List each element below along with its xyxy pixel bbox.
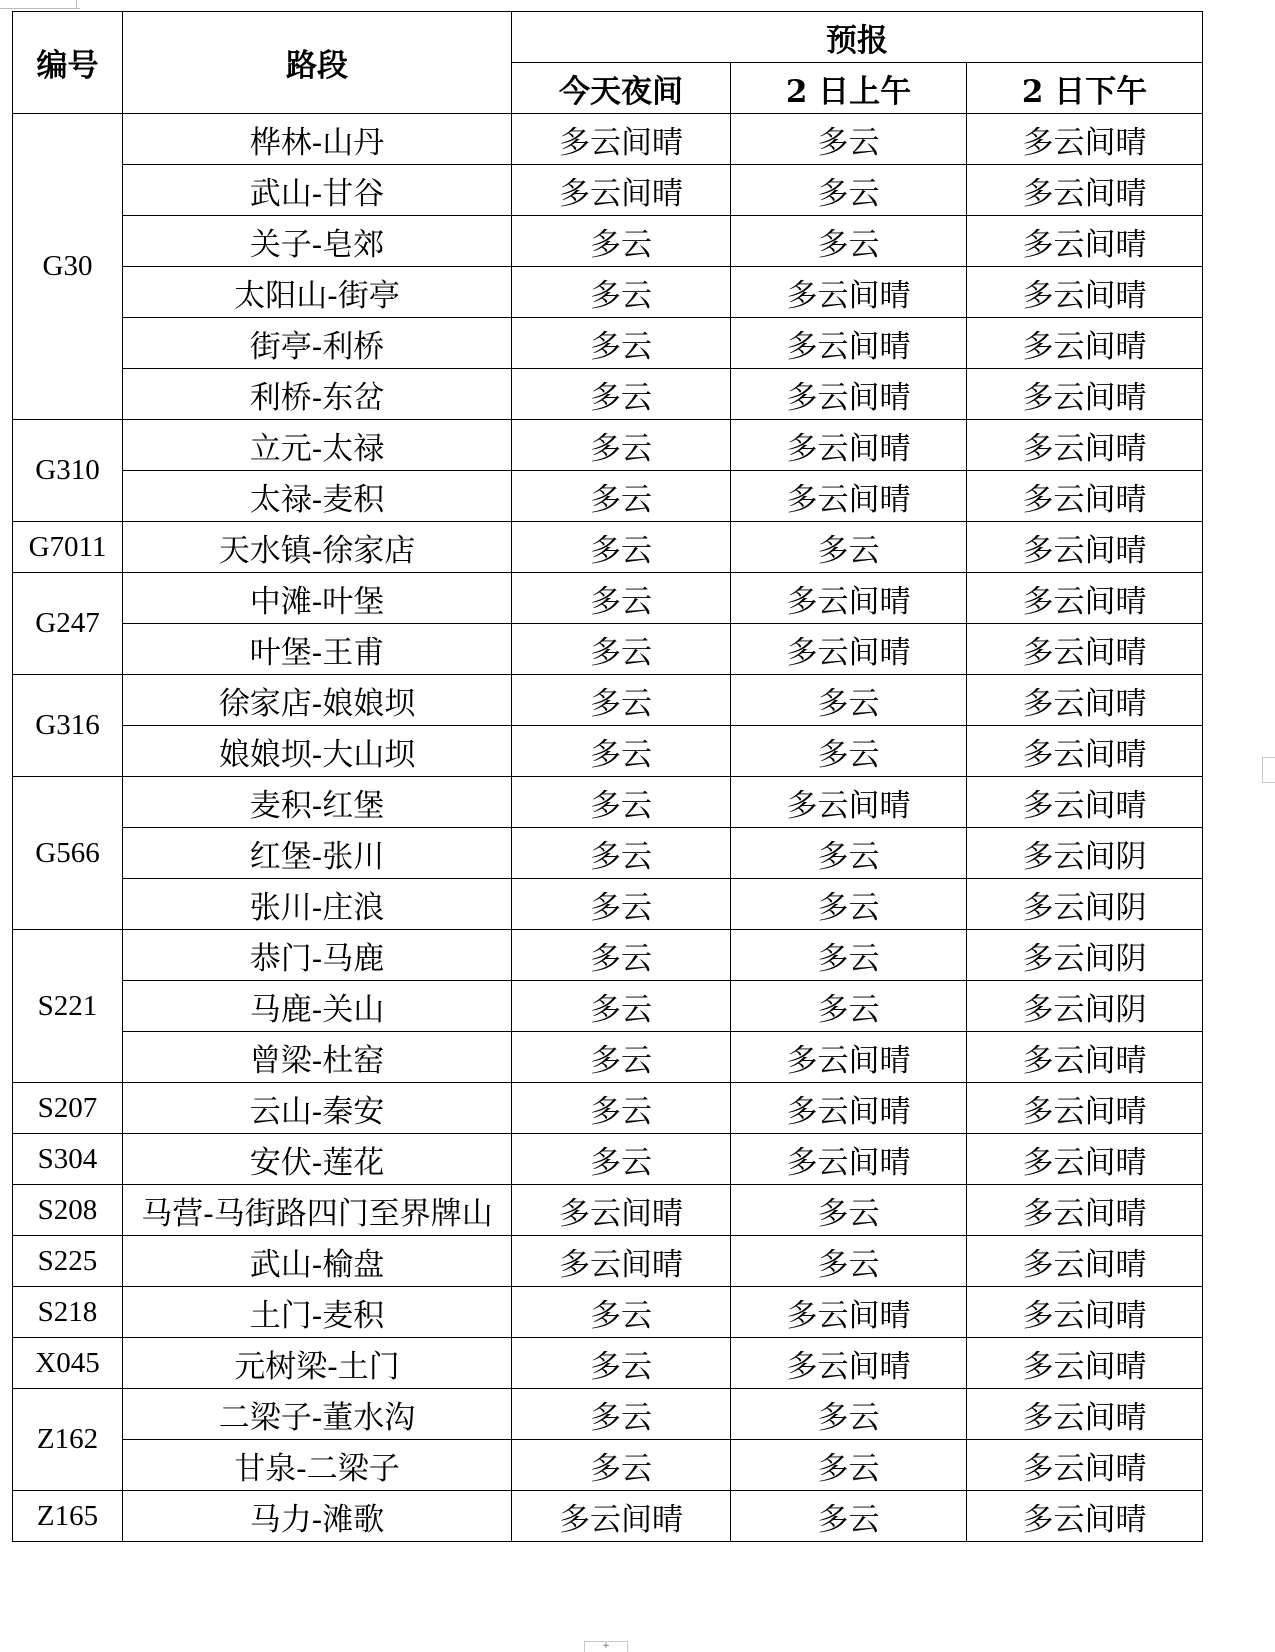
route-code-cell: X045: [13, 1338, 123, 1389]
afternoon-cell: 多云间阴: [967, 828, 1203, 879]
route-code-cell: G310: [13, 420, 123, 522]
segment-cell: 恭门-马鹿: [123, 930, 512, 981]
afternoon-cell: 多云间阴: [967, 981, 1203, 1032]
tonight-cell: 多云: [512, 675, 731, 726]
page-corner-mark: [0, 0, 80, 9]
morning-cell: 多云间晴: [731, 1287, 967, 1338]
morning-cell: 多云间晴: [731, 777, 967, 828]
header-code: 编号: [13, 12, 123, 114]
morning-cell: 多云: [731, 726, 967, 777]
route-code-cell: G247: [13, 573, 123, 675]
morning-cell: 多云间晴: [731, 318, 967, 369]
segment-cell: 立元-太禄: [123, 420, 512, 471]
segment-cell: 张川-庄浪: [123, 879, 512, 930]
header-segment: 路段: [123, 12, 512, 114]
morning-cell: 多云: [731, 1440, 967, 1491]
table-row: [13, 1440, 1203, 1491]
segment-cell: 马营-马街路四门至界牌山: [123, 1185, 512, 1236]
table-row: [13, 1032, 1203, 1083]
tonight-cell: 多云: [512, 1440, 731, 1491]
tonight-cell: 多云: [512, 1389, 731, 1440]
afternoon-cell: 多云间晴: [967, 1287, 1203, 1338]
route-code-cell: G566: [13, 777, 123, 930]
tonight-cell: 多云间晴: [512, 1236, 731, 1287]
morning-cell: 多云: [731, 114, 967, 165]
segment-cell: 二梁子-董水沟: [123, 1389, 512, 1440]
tonight-cell: 多云: [512, 1032, 731, 1083]
afternoon-cell: 多云间晴: [967, 777, 1203, 828]
table-row: [13, 369, 1203, 420]
table-row: [13, 624, 1203, 675]
route-code-cell: G7011: [13, 522, 123, 573]
header-row-1: [13, 12, 1203, 63]
tonight-cell: 多云: [512, 369, 731, 420]
forecast-table-wrapper: [12, 11, 1203, 1542]
tonight-cell: 多云: [512, 777, 731, 828]
morning-cell: 多云: [731, 522, 967, 573]
table-row: [13, 1491, 1203, 1542]
segment-cell: 娘娘坝-大山坝: [123, 726, 512, 777]
table-row: [13, 267, 1203, 318]
segment-cell: 徐家店-娘娘坝: [123, 675, 512, 726]
segment-cell: 元树梁-土门: [123, 1338, 512, 1389]
morning-cell: 多云: [731, 165, 967, 216]
afternoon-cell: 多云间晴: [967, 1032, 1203, 1083]
table-row: [13, 1338, 1203, 1389]
afternoon-cell: 多云间晴: [967, 1491, 1203, 1542]
segment-cell: 关子-皂郊: [123, 216, 512, 267]
morning-cell: 多云间晴: [731, 573, 967, 624]
afternoon-cell: 多云间晴: [967, 471, 1203, 522]
afternoon-cell: 多云间晴: [967, 1236, 1203, 1287]
segment-cell: 马鹿-关山: [123, 981, 512, 1032]
morning-cell: 多云间晴: [731, 1083, 967, 1134]
morning-cell: 多云: [731, 828, 967, 879]
header-afternoon: 2 日下午: [967, 63, 1203, 114]
segment-cell: 中滩-叶堡: [123, 573, 512, 624]
afternoon-cell: 多云间晴: [967, 1440, 1203, 1491]
table-row: [13, 879, 1203, 930]
route-code-cell: S304: [13, 1134, 123, 1185]
table-row: [13, 216, 1203, 267]
afternoon-cell: 多云间晴: [967, 318, 1203, 369]
morning-cell: 多云间晴: [731, 1032, 967, 1083]
header-forecast: 预报: [512, 12, 1203, 63]
table-row: [13, 420, 1203, 471]
afternoon-cell: 多云间阴: [967, 879, 1203, 930]
segment-cell: 太禄-麦积: [123, 471, 512, 522]
segment-cell: 利桥-东岔: [123, 369, 512, 420]
tonight-cell: 多云间晴: [512, 114, 731, 165]
afternoon-cell: 多云间晴: [967, 1083, 1203, 1134]
morning-cell: 多云: [731, 930, 967, 981]
route-code-cell: S208: [13, 1185, 123, 1236]
morning-cell: 多云: [731, 879, 967, 930]
morning-cell: 多云间晴: [731, 1134, 967, 1185]
table-row: [13, 114, 1203, 165]
morning-cell: 多云: [731, 1389, 967, 1440]
segment-cell: 街亭-利桥: [123, 318, 512, 369]
segment-cell: 云山-秦安: [123, 1083, 512, 1134]
afternoon-cell: 多云间晴: [967, 114, 1203, 165]
table-row: [13, 726, 1203, 777]
segment-cell: 太阳山-街亭: [123, 267, 512, 318]
tonight-cell: 多云: [512, 981, 731, 1032]
afternoon-cell: 多云间晴: [967, 267, 1203, 318]
route-code-cell: G30: [13, 114, 123, 420]
page-corner-tick: [76, 0, 77, 8]
table-row: [13, 930, 1203, 981]
afternoon-cell: 多云间晴: [967, 1389, 1203, 1440]
segment-cell: 叶堡-王甫: [123, 624, 512, 675]
afternoon-cell: 多云间晴: [967, 1185, 1203, 1236]
afternoon-cell: 多云间晴: [967, 573, 1203, 624]
tonight-cell: 多云: [512, 522, 731, 573]
route-code-cell: S207: [13, 1083, 123, 1134]
morning-cell: 多云间晴: [731, 471, 967, 522]
table-row: [13, 318, 1203, 369]
tonight-cell: 多云: [512, 267, 731, 318]
table-row: [13, 1236, 1203, 1287]
route-code-cell: G316: [13, 675, 123, 777]
tonight-cell: 多云: [512, 471, 731, 522]
morning-cell: 多云: [731, 675, 967, 726]
segment-cell: 甘泉-二梁子: [123, 1440, 512, 1491]
tonight-cell: 多云: [512, 828, 731, 879]
tonight-cell: 多云: [512, 420, 731, 471]
segment-cell: 武山-甘谷: [123, 165, 512, 216]
table-row: [13, 675, 1203, 726]
route-code-cell: S225: [13, 1236, 123, 1287]
afternoon-cell: 多云间晴: [967, 675, 1203, 726]
afternoon-cell: 多云间晴: [967, 165, 1203, 216]
afternoon-cell: 多云间阴: [967, 930, 1203, 981]
tonight-cell: 多云间晴: [512, 1491, 731, 1542]
segment-cell: 曾梁-杜窑: [123, 1032, 512, 1083]
table-resize-handle[interactable]: [1262, 757, 1275, 783]
tonight-cell: 多云: [512, 726, 731, 777]
tonight-cell: 多云: [512, 318, 731, 369]
morning-cell: 多云间晴: [731, 267, 967, 318]
tonight-cell: 多云: [512, 1338, 731, 1389]
morning-cell: 多云: [731, 1185, 967, 1236]
afternoon-cell: 多云间晴: [967, 1338, 1203, 1389]
table-row: [13, 828, 1203, 879]
afternoon-cell: 多云间晴: [967, 369, 1203, 420]
table-row: [13, 777, 1203, 828]
tonight-cell: 多云: [512, 216, 731, 267]
route-code-cell: Z162: [13, 1389, 123, 1491]
morning-cell: 多云间晴: [731, 420, 967, 471]
afternoon-cell: 多云间晴: [967, 1134, 1203, 1185]
route-code-cell: S218: [13, 1287, 123, 1338]
segment-cell: 马力-滩歌: [123, 1491, 512, 1542]
segment-cell: 红堡-张川: [123, 828, 512, 879]
tonight-cell: 多云: [512, 1083, 731, 1134]
table-row: [13, 1287, 1203, 1338]
tonight-cell: 多云间晴: [512, 165, 731, 216]
segment-cell: 土门-麦积: [123, 1287, 512, 1338]
table-row: [13, 573, 1203, 624]
morning-cell: 多云: [731, 1491, 967, 1542]
afternoon-cell: 多云间晴: [967, 522, 1203, 573]
road-forecast-table: [12, 11, 1203, 1542]
add-row-handle[interactable]: +: [584, 1641, 628, 1652]
header-morning: 2 日上午: [731, 63, 967, 114]
tonight-cell: 多云: [512, 624, 731, 675]
morning-cell: 多云间晴: [731, 369, 967, 420]
forecast-table-body: [13, 114, 1203, 1542]
route-code-cell: Z165: [13, 1491, 123, 1542]
segment-cell: 天水镇-徐家店: [123, 522, 512, 573]
header-tonight: 今天夜间: [512, 63, 731, 114]
route-code-cell: S221: [13, 930, 123, 1083]
table-row: [13, 471, 1203, 522]
segment-cell: 安伏-莲花: [123, 1134, 512, 1185]
table-row: [13, 1134, 1203, 1185]
table-row: [13, 981, 1203, 1032]
table-row: [13, 1185, 1203, 1236]
table-row: [13, 165, 1203, 216]
morning-cell: 多云: [731, 981, 967, 1032]
tonight-cell: 多云: [512, 573, 731, 624]
table-row: [13, 522, 1203, 573]
afternoon-cell: 多云间晴: [967, 420, 1203, 471]
morning-cell: 多云间晴: [731, 624, 967, 675]
morning-cell: 多云: [731, 216, 967, 267]
segment-cell: 武山-榆盘: [123, 1236, 512, 1287]
tonight-cell: 多云间晴: [512, 1185, 731, 1236]
tonight-cell: 多云: [512, 1287, 731, 1338]
segment-cell: 麦积-红堡: [123, 777, 512, 828]
tonight-cell: 多云: [512, 879, 731, 930]
afternoon-cell: 多云间晴: [967, 726, 1203, 777]
afternoon-cell: 多云间晴: [967, 624, 1203, 675]
tonight-cell: 多云: [512, 1134, 731, 1185]
afternoon-cell: 多云间晴: [967, 216, 1203, 267]
table-row: [13, 1083, 1203, 1134]
segment-cell: 桦林-山丹: [123, 114, 512, 165]
tonight-cell: 多云: [512, 930, 731, 981]
table-row: [13, 1389, 1203, 1440]
morning-cell: 多云: [731, 1236, 967, 1287]
morning-cell: 多云间晴: [731, 1338, 967, 1389]
